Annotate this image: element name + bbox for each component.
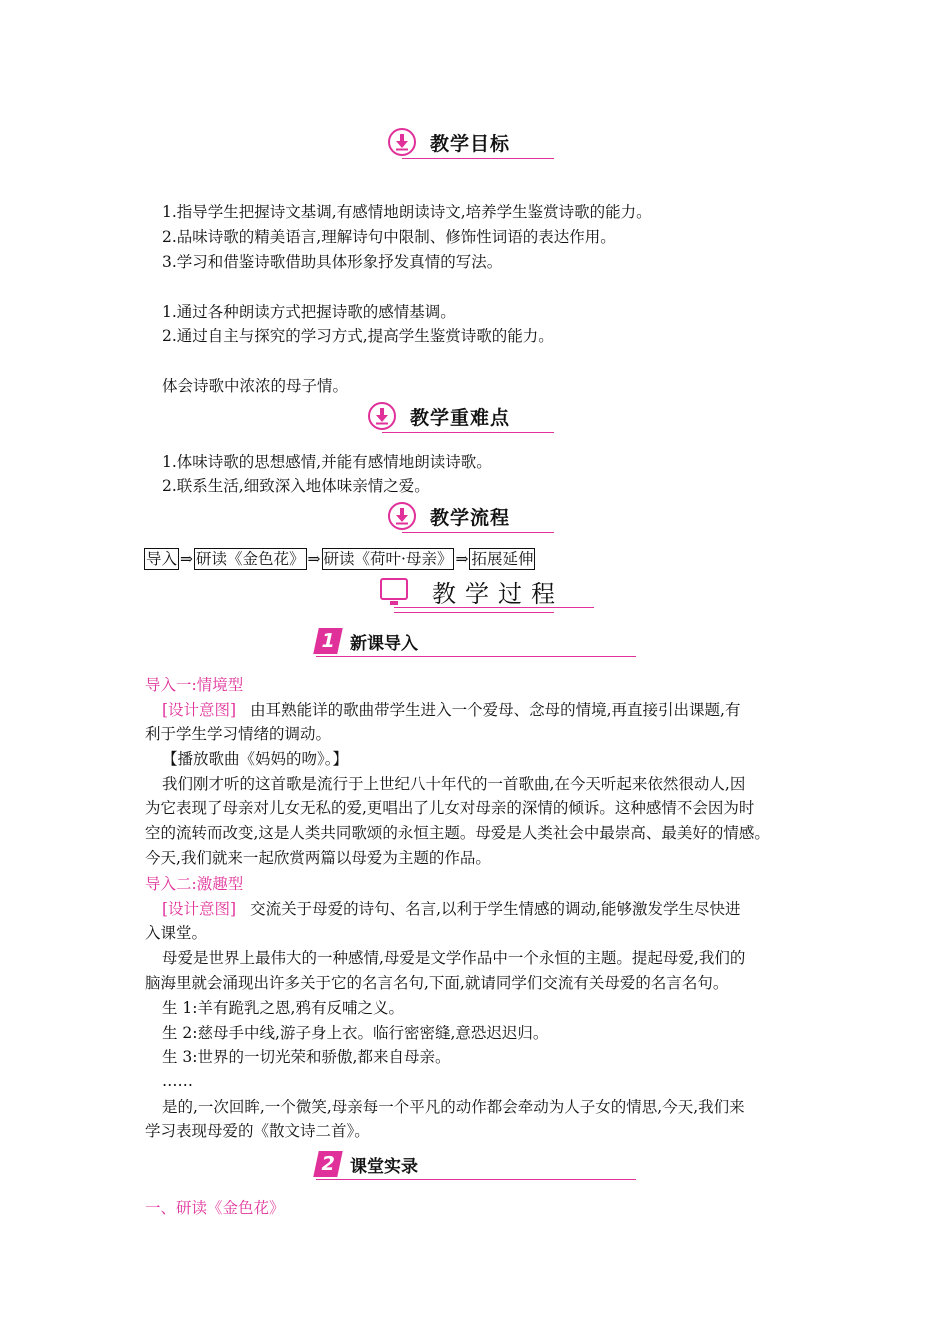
paragraph-line: 我们刚才听的这首歌是流行于上世纪八十年代的一首歌曲,在今天听起来依然很动人,因 (162, 775, 746, 793)
teaching-flow (144, 548, 535, 572)
part-heading-intro (316, 628, 636, 662)
flow-arrow: ⇒ (180, 550, 194, 568)
objective-line: 3.学习和借鉴诗歌借助具体形象抒发真情的写法。 (162, 253, 503, 271)
heading-rule (402, 532, 554, 533)
design-intent-line: 入课堂。 (145, 924, 208, 942)
part-title: 课堂实录 (350, 1157, 418, 1177)
design-intent-tag: [设计意图] (162, 900, 237, 918)
flow-step: 导入 (146, 550, 178, 568)
paragraph-line: 脑海里就会涌现出许多关于它的名言名句,下面,就请同学们交流有关母爱的名言名句。 (145, 974, 729, 992)
paragraph-line: 是的,一次回眸,一个微笑,母亲每一个平凡的动作都会牵动为人子女的情思,今天,我们来 (162, 1098, 745, 1116)
heading-rule (316, 656, 636, 657)
intro-label: 导入一:情境型 (145, 676, 244, 694)
part-number-badge: 1 (313, 628, 343, 654)
download-arrow-icon (388, 502, 416, 530)
song-note: 【播放歌曲《妈妈的吻》。】 (162, 750, 349, 768)
monitor-icon (380, 578, 408, 600)
part-heading-classroom (316, 1151, 636, 1185)
heading-rule (382, 432, 554, 433)
heading-title: 教学过程 (432, 580, 564, 608)
subsection-title: 一、研读《金色花》 (145, 1199, 285, 1217)
heading-title: 教学流程 (430, 507, 511, 529)
heading-title: 教学重难点 (410, 407, 511, 429)
heading-title: 教学目标 (430, 133, 511, 155)
part-title: 新课导入 (350, 634, 418, 654)
key-point-line: 2.联系生活,细致深入地体味亲情之爱。 (162, 477, 430, 495)
heading-rule (394, 612, 554, 613)
design-intent-line (162, 897, 827, 921)
flow-arrow: ⇒ (455, 550, 469, 568)
objective-line: 体会诗歌中浓浓的母子情。 (162, 377, 349, 395)
download-arrow-icon (368, 402, 396, 430)
section-heading-process (380, 574, 595, 614)
key-point-line: 1.体味诗歌的思想感情,并能有感情地朗读诗歌。 (162, 453, 492, 471)
part-number-badge: 2 (313, 1151, 343, 1177)
flow-step: 研读《荷叶·母亲》 (323, 550, 453, 568)
intro-label: 导入二:激趣型 (145, 875, 244, 893)
flow-arrow: ⇒ (307, 550, 321, 568)
objective-line: 1.通过各种朗读方式把握诗歌的感情基调。 (162, 303, 456, 321)
section-heading-objectives (388, 128, 558, 162)
ellipsis: …… (162, 1072, 193, 1090)
flow-step: 研读《金色花》 (196, 550, 305, 568)
student-line: 生 3:世界的一切光荣和骄傲,都来自母亲。 (162, 1048, 451, 1066)
objective-line: 2.通过自主与探究的学习方式,提高学生鉴赏诗歌的能力。 (162, 327, 554, 345)
design-intent-line: 利于学生学习情绪的调动。 (145, 725, 332, 743)
heading-rule (394, 607, 594, 608)
objective-line: 1.指导学生把握诗文基调,有感情地朗读诗文,培养学生鉴赏诗歌的能力。 (162, 203, 652, 221)
design-intent-tag: [设计意图] (162, 701, 237, 719)
student-line: 生 2:慈母手中线,游子身上衣。临行密密缝,意恐迟迟归。 (162, 1024, 549, 1042)
paragraph-line: 为它表现了母亲对儿女无私的爱,更唱出了儿女对母亲的深情的倾诉。这种感情不会因为时 (145, 799, 755, 817)
design-intent-line (162, 698, 827, 722)
paragraph-line: 母爱是世界上最伟大的一种感情,母爱是文学作品中一个永恒的主题。提起母爱,我们的 (162, 949, 746, 967)
paragraph-line: 今天,我们就来一起欣赏两篇以母爱为主题的作品。 (145, 849, 491, 867)
paragraph-line: 学习表现母爱的《散文诗二首》。 (145, 1122, 370, 1140)
student-line: 生 1:羊有跪乳之恩,鸦有反哺之义。 (162, 999, 404, 1017)
objective-line: 2.品味诗歌的精美语言,理解诗句中限制、修饰性词语的表达作用。 (162, 228, 616, 246)
design-intent-text: 交流关于母爱的诗句、名言,以利于学生情感的调动,能够激发学生尽快进 (250, 900, 741, 918)
section-heading-key-points (368, 402, 558, 436)
design-intent-text: 由耳熟能详的歌曲带学生进入一个爱母、念母的情境,再直接引出课题,有 (250, 701, 741, 719)
section-heading-flow (388, 502, 558, 536)
heading-rule (402, 158, 554, 159)
flow-step: 拓展延伸 (471, 550, 534, 568)
download-arrow-icon (388, 128, 416, 156)
heading-rule (316, 1179, 636, 1180)
paragraph-line: 空的流转而改变,这是人类共同歌颂的永恒主题。母爱是人类社会中最崇高、最美好的情感。 (145, 824, 770, 842)
